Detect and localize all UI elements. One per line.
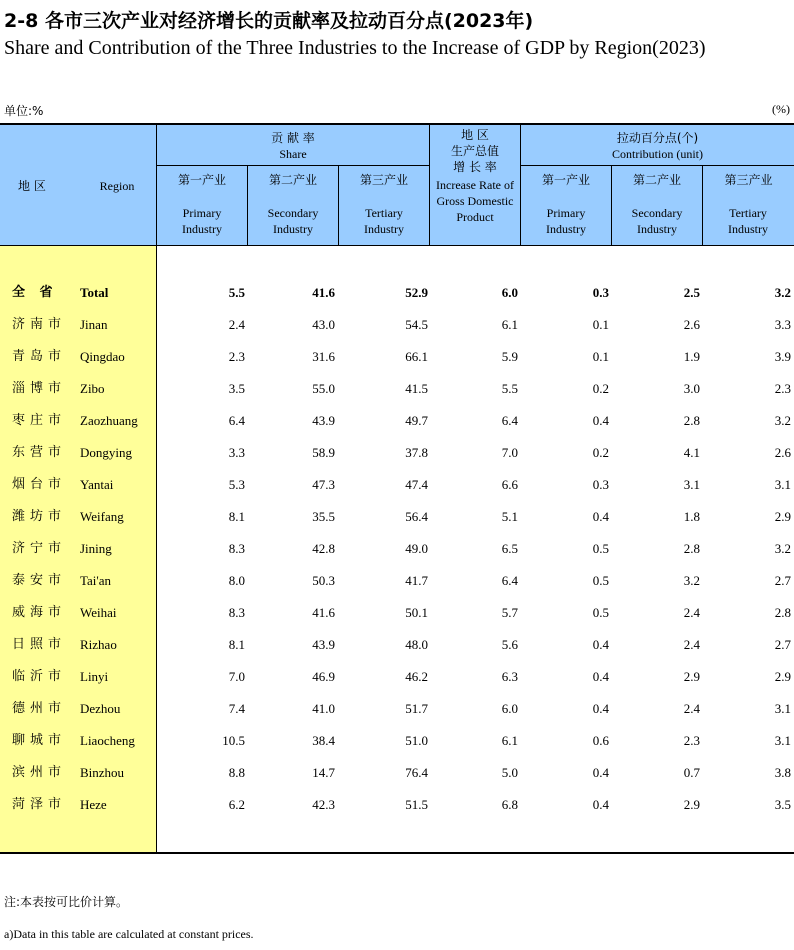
value-cell: 0.4: [592, 509, 609, 524]
value-cell: 50.1: [405, 605, 428, 620]
table-row: [0, 757, 794, 789]
value-cell: 3.5: [228, 381, 245, 396]
table-row: [0, 405, 794, 437]
region-name-en: Weifang: [80, 509, 124, 524]
value-cell: 37.8: [405, 445, 428, 460]
value-cell: 2.7: [774, 637, 791, 652]
value-cell: 0.3: [592, 477, 609, 492]
table-top-border: [0, 123, 794, 125]
value-cell: 14.7: [312, 765, 335, 780]
table-row: [0, 341, 794, 373]
value-cell: 3.1: [774, 701, 791, 716]
value-cell: 42.8: [312, 541, 335, 556]
value-cell: 5.6: [501, 637, 518, 652]
value-cell: 8.1: [228, 509, 245, 524]
region-name-en: Heze: [80, 797, 107, 812]
value-cell: 8.1: [228, 637, 245, 652]
header-share-en: Share: [279, 147, 307, 161]
value-cell: 2.9: [774, 669, 791, 684]
value-cell: 3.9: [774, 349, 791, 364]
value-cell: 0.2: [592, 381, 609, 396]
value-cell: 5.9: [501, 349, 518, 364]
region-name-en: Liaocheng: [80, 733, 135, 748]
unit-label: 单位:%: [4, 104, 44, 118]
footnote-cn: 注:本表按可比价计算。: [4, 895, 129, 909]
value-cell: 3.2: [774, 285, 791, 300]
value-cell: 5.3: [228, 477, 245, 492]
value-cell: 3.2: [683, 573, 700, 588]
table-row: [0, 725, 794, 757]
header-secondary-en: Secondary Industry: [267, 206, 319, 236]
value-cell: 54.5: [405, 317, 428, 332]
header-region-cn: 地 区: [18, 179, 46, 193]
region-name-cn: 枣庄市: [12, 413, 67, 428]
table-row: [0, 661, 794, 693]
value-cell: 2.3: [228, 349, 245, 364]
value-cell: 46.9: [312, 669, 335, 684]
value-cell: 6.0: [501, 701, 518, 716]
value-cell: 6.4: [501, 573, 518, 588]
value-cell: 41.5: [405, 381, 428, 396]
header-tertiary-cn: 第三产业: [724, 173, 773, 187]
value-cell: 0.2: [592, 445, 609, 460]
value-cell: 4.1: [683, 445, 700, 460]
page-title-en: Share and Contribution of the Three Industries to the Increase of GDP by Region(2023): [4, 37, 706, 59]
header-contrib-cn: 拉动百分点(个): [616, 131, 699, 145]
region-name-en: Tai'an: [80, 573, 112, 588]
region-name-cn: 全 省: [12, 285, 58, 300]
footnote-en: a)Data in this table are calculated at constant prices.: [4, 927, 254, 941]
value-cell: 0.4: [592, 701, 609, 716]
value-cell: 2.8: [683, 413, 700, 428]
region-name-cn: 聊城市: [12, 733, 67, 748]
value-cell: 6.4: [501, 413, 518, 428]
value-cell: 1.8: [683, 509, 700, 524]
value-cell: 35.5: [312, 509, 335, 524]
value-cell: 3.0: [683, 381, 700, 396]
value-cell: 3.3: [774, 317, 791, 332]
value-cell: 47.3: [312, 477, 335, 492]
value-cell: 41.6: [312, 605, 335, 620]
value-cell: 0.5: [592, 605, 609, 620]
value-cell: 76.4: [405, 765, 428, 780]
value-cell: 0.4: [592, 637, 609, 652]
value-cell: 2.9: [683, 797, 700, 812]
header-secondary-cn: 第二产业: [268, 173, 317, 187]
value-cell: 2.9: [683, 669, 700, 684]
value-cell: 56.4: [405, 509, 428, 524]
value-cell: 0.6: [592, 733, 609, 748]
region-name-cn: 日照市: [12, 637, 67, 652]
value-cell: 0.1: [592, 317, 609, 332]
value-cell: 0.4: [592, 797, 609, 812]
value-cell: 7.4: [228, 701, 245, 716]
value-cell: 49.0: [405, 541, 428, 556]
header-tertiary-cn: 第三产业: [359, 173, 408, 187]
region-name-cn: 淄博市: [12, 381, 67, 396]
header-primary-cn: 第一产业: [177, 173, 226, 187]
table-row: [0, 693, 794, 725]
table-row: [0, 533, 794, 565]
header-primary-en: Primary Industry: [546, 206, 586, 236]
value-cell: 48.0: [405, 637, 428, 652]
region-name-cn: 泰安市: [12, 573, 67, 588]
value-cell: 58.9: [312, 445, 335, 460]
value-cell: 2.3: [683, 733, 700, 748]
table-bottom-border: [0, 852, 794, 854]
value-cell: 2.6: [683, 317, 700, 332]
region-name-en: Zibo: [80, 381, 105, 396]
value-cell: 3.1: [774, 477, 791, 492]
value-cell: 42.3: [312, 797, 335, 812]
value-cell: 3.5: [774, 797, 791, 812]
region-name-en: Weihai: [80, 605, 117, 620]
region-name-en: Zaozhuang: [80, 413, 138, 428]
value-cell: 49.7: [405, 413, 428, 428]
value-cell: 8.0: [228, 573, 245, 588]
value-cell: 55.0: [312, 381, 335, 396]
value-cell: 5.5: [501, 381, 518, 396]
value-cell: 6.1: [501, 317, 518, 332]
value-cell: 6.4: [228, 413, 245, 428]
table-row: [0, 501, 794, 533]
value-cell: 0.4: [592, 413, 609, 428]
region-name-cn: 济南市: [12, 317, 67, 332]
header-share-cn: 贡 献 率: [271, 131, 315, 145]
value-cell: 3.1: [774, 733, 791, 748]
table-row: [0, 277, 794, 309]
value-cell: 46.2: [405, 669, 428, 684]
value-cell: 0.7: [683, 765, 700, 780]
header-secondary-cn: 第二产业: [632, 173, 681, 187]
region-name-en: Binzhou: [80, 765, 125, 780]
value-cell: 2.6: [774, 445, 791, 460]
value-cell: 6.8: [501, 797, 518, 812]
value-cell: 2.8: [774, 605, 791, 620]
region-name-cn: 济宁市: [12, 541, 67, 556]
header-rate-cn: 地 区: [461, 128, 489, 142]
header-rate-cn: 增 长 率: [453, 160, 497, 174]
region-name-en: Rizhao: [80, 637, 117, 652]
value-cell: 5.5: [228, 285, 245, 300]
table-row: [0, 565, 794, 597]
value-cell: 5.7: [501, 605, 518, 620]
value-cell: 3.2: [774, 413, 791, 428]
region-name-cn: 德州市: [12, 701, 67, 716]
header-primary-en: Primary Industry: [182, 206, 222, 236]
value-cell: 43.9: [312, 637, 335, 652]
value-cell: 6.2: [228, 797, 245, 812]
region-name-cn: 烟台市: [12, 477, 67, 492]
value-cell: 2.4: [683, 637, 700, 652]
region-name-cn: 青岛市: [12, 349, 67, 364]
region-name-en: Dezhou: [80, 701, 121, 716]
region-name-en: Linyi: [80, 669, 109, 684]
value-cell: 5.1: [501, 509, 518, 524]
region-name-en: Yantai: [80, 477, 114, 492]
value-cell: 41.0: [312, 701, 335, 716]
value-cell: 41.7: [405, 573, 428, 588]
value-cell: 41.6: [312, 285, 335, 300]
region-name-cn: 潍坊市: [12, 509, 67, 524]
table-row: [0, 373, 794, 405]
value-cell: 0.3: [592, 285, 609, 300]
value-cell: 1.9: [683, 349, 700, 364]
region-name-cn: 临沂市: [12, 669, 67, 684]
value-cell: 2.7: [774, 573, 791, 588]
value-cell: 8.3: [228, 541, 245, 556]
region-name-en: Jinan: [80, 317, 108, 332]
value-cell: 52.9: [405, 285, 428, 300]
value-cell: 0.4: [592, 669, 609, 684]
value-cell: 2.4: [683, 605, 700, 620]
value-cell: 3.1: [683, 477, 700, 492]
table-row: [0, 789, 794, 821]
table-row: [0, 309, 794, 341]
page-title-cn: 2-8 各市三次产业对经济增长的贡献率及拉动百分点(2023年): [4, 10, 534, 32]
header-rate-cn: 生产总值: [450, 144, 499, 158]
header-primary-cn: 第一产业: [541, 173, 590, 187]
table-row: [0, 437, 794, 469]
value-cell: 2.4: [683, 701, 700, 716]
value-cell: 3.8: [774, 765, 791, 780]
value-cell: 10.5: [222, 733, 245, 748]
value-cell: 43.0: [312, 317, 335, 332]
table-row: [0, 629, 794, 661]
region-name-cn: 菏泽市: [12, 797, 67, 812]
value-cell: 7.0: [501, 445, 518, 460]
value-cell: 0.4: [592, 765, 609, 780]
value-cell: 6.3: [501, 669, 518, 684]
header-bottom-border: [0, 245, 794, 246]
table-row: [0, 597, 794, 629]
header-tertiary-en: Tertiary Industry: [364, 206, 404, 236]
unit-label-right: (%): [772, 102, 790, 116]
value-cell: 51.0: [405, 733, 428, 748]
value-cell: 2.3: [774, 381, 791, 396]
region-name-en: Total: [80, 285, 109, 300]
value-cell: 6.5: [501, 541, 518, 556]
value-cell: 2.8: [683, 541, 700, 556]
region-name-en: Qingdao: [80, 349, 125, 364]
region-name-en: Jining: [80, 541, 112, 556]
divider: [157, 165, 429, 166]
value-cell: 5.0: [501, 765, 518, 780]
value-cell: 0.5: [592, 573, 609, 588]
header-secondary-en: Secondary Industry: [631, 206, 683, 236]
value-cell: 31.6: [312, 349, 335, 364]
value-cell: 3.2: [774, 541, 791, 556]
value-cell: 2.4: [228, 317, 245, 332]
divider: [521, 165, 794, 166]
value-cell: 66.1: [405, 349, 428, 364]
value-cell: 38.4: [312, 733, 335, 748]
value-cell: 0.5: [592, 541, 609, 556]
header-rate-en: Increase Rate of Gross Domestic Product: [436, 178, 514, 224]
region-name-en: Dongying: [80, 445, 132, 460]
value-cell: 47.4: [405, 477, 428, 492]
value-cell: 6.0: [501, 285, 518, 300]
value-cell: 0.1: [592, 349, 609, 364]
value-cell: 8.8: [228, 765, 245, 780]
value-cell: 7.0: [228, 669, 245, 684]
value-cell: 8.3: [228, 605, 245, 620]
region-name-cn: 东营市: [12, 445, 67, 460]
value-cell: 51.7: [405, 701, 428, 716]
value-cell: 2.5: [683, 285, 700, 300]
value-cell: 50.3: [312, 573, 335, 588]
value-cell: 3.3: [228, 445, 245, 460]
header-tertiary-en: Tertiary Industry: [728, 206, 768, 236]
header-contrib-en: Contribution (unit): [612, 147, 703, 161]
value-cell: 51.5: [405, 797, 428, 812]
value-cell: 6.6: [501, 477, 518, 492]
header-region-en: Region: [99, 179, 135, 193]
region-name-cn: 威海市: [12, 605, 67, 620]
value-cell: 2.9: [774, 509, 791, 524]
value-cell: 43.9: [312, 413, 335, 428]
table-row: [0, 469, 794, 501]
region-name-cn: 滨州市: [12, 765, 67, 780]
value-cell: 6.1: [501, 733, 518, 748]
